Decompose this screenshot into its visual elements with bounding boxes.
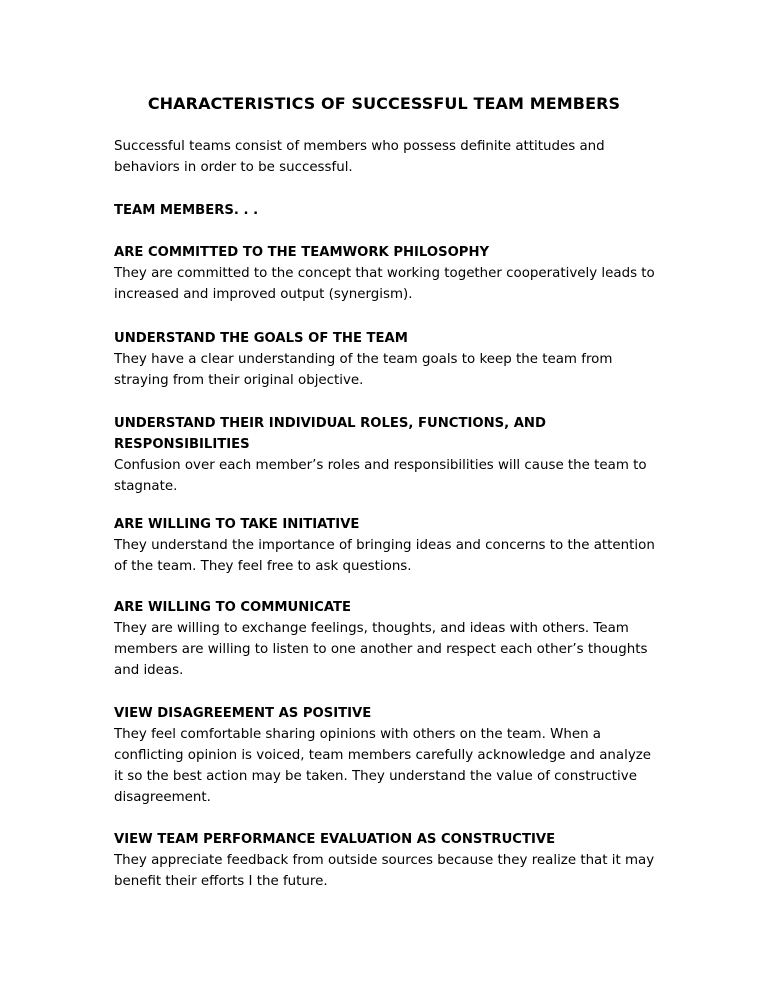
section-text: They have a clear understanding of the team goals to keep the team from straying from their original objective.	[114, 352, 613, 388]
section-evaluation	[114, 829, 659, 892]
section-text: Confusion over each member’s roles and responsibilities will cause the team to stagnate.	[114, 458, 647, 494]
section-text: They understand the importance of bringing ideas and concerns to the attention of the team. They feel free to ask questions.	[114, 538, 655, 574]
section-disagreement	[114, 703, 659, 808]
section-heading: VIEW TEAM PERFORMANCE EVALUATION AS CONSTRUCTIVE	[114, 832, 556, 847]
section-text: They are willing to exchange feelings, thoughts, and ideas with others. Team members are willing to listen to one another and respect each other’s thoughts and ideas.	[114, 621, 648, 678]
section-roles	[114, 413, 659, 497]
section-committed	[114, 242, 659, 305]
section-text: They are committed to the concept that working together cooperatively leads to increased and improved output (synergism).	[114, 266, 655, 302]
intro-paragraph: Successful teams consist of members who possess definite attitudes and behaviors in order to be successful.	[114, 139, 605, 175]
section-text: They feel comfortable sharing opinions with others on the team. When a conflicting opinion is voiced, team members carefully acknowledge and analyze it so the best action may be taken. They understand the value of constructive disagreement.	[114, 727, 652, 805]
section-goals	[114, 328, 659, 391]
section-text: They appreciate feedback from outside sources because they realize that it may benefit their efforts I the future.	[114, 853, 655, 889]
section-heading: ARE WILLING TO COMMUNICATE	[114, 600, 352, 615]
lead-heading: TEAM MEMBERS. . .	[114, 203, 259, 218]
page-title: CHARACTERISTICS OF SUCCESSFUL TEAM MEMBERS	[147, 94, 621, 113]
section-heading: ARE WILLING TO TAKE INITIATIVE	[114, 517, 360, 532]
section-heading: UNDERSTAND THE GOALS OF THE TEAM	[114, 331, 408, 346]
section-initiative	[114, 514, 659, 577]
section-heading: VIEW DISAGREEMENT AS POSITIVE	[114, 706, 372, 721]
section-heading: ARE COMMITTED TO THE TEAMWORK PHILOSOPHY	[114, 245, 490, 260]
section-heading: UNDERSTAND THEIR INDIVIDUAL ROLES, FUNCTIONS, AND RESPONSIBILITIES	[114, 416, 546, 452]
section-communicate	[114, 597, 659, 681]
